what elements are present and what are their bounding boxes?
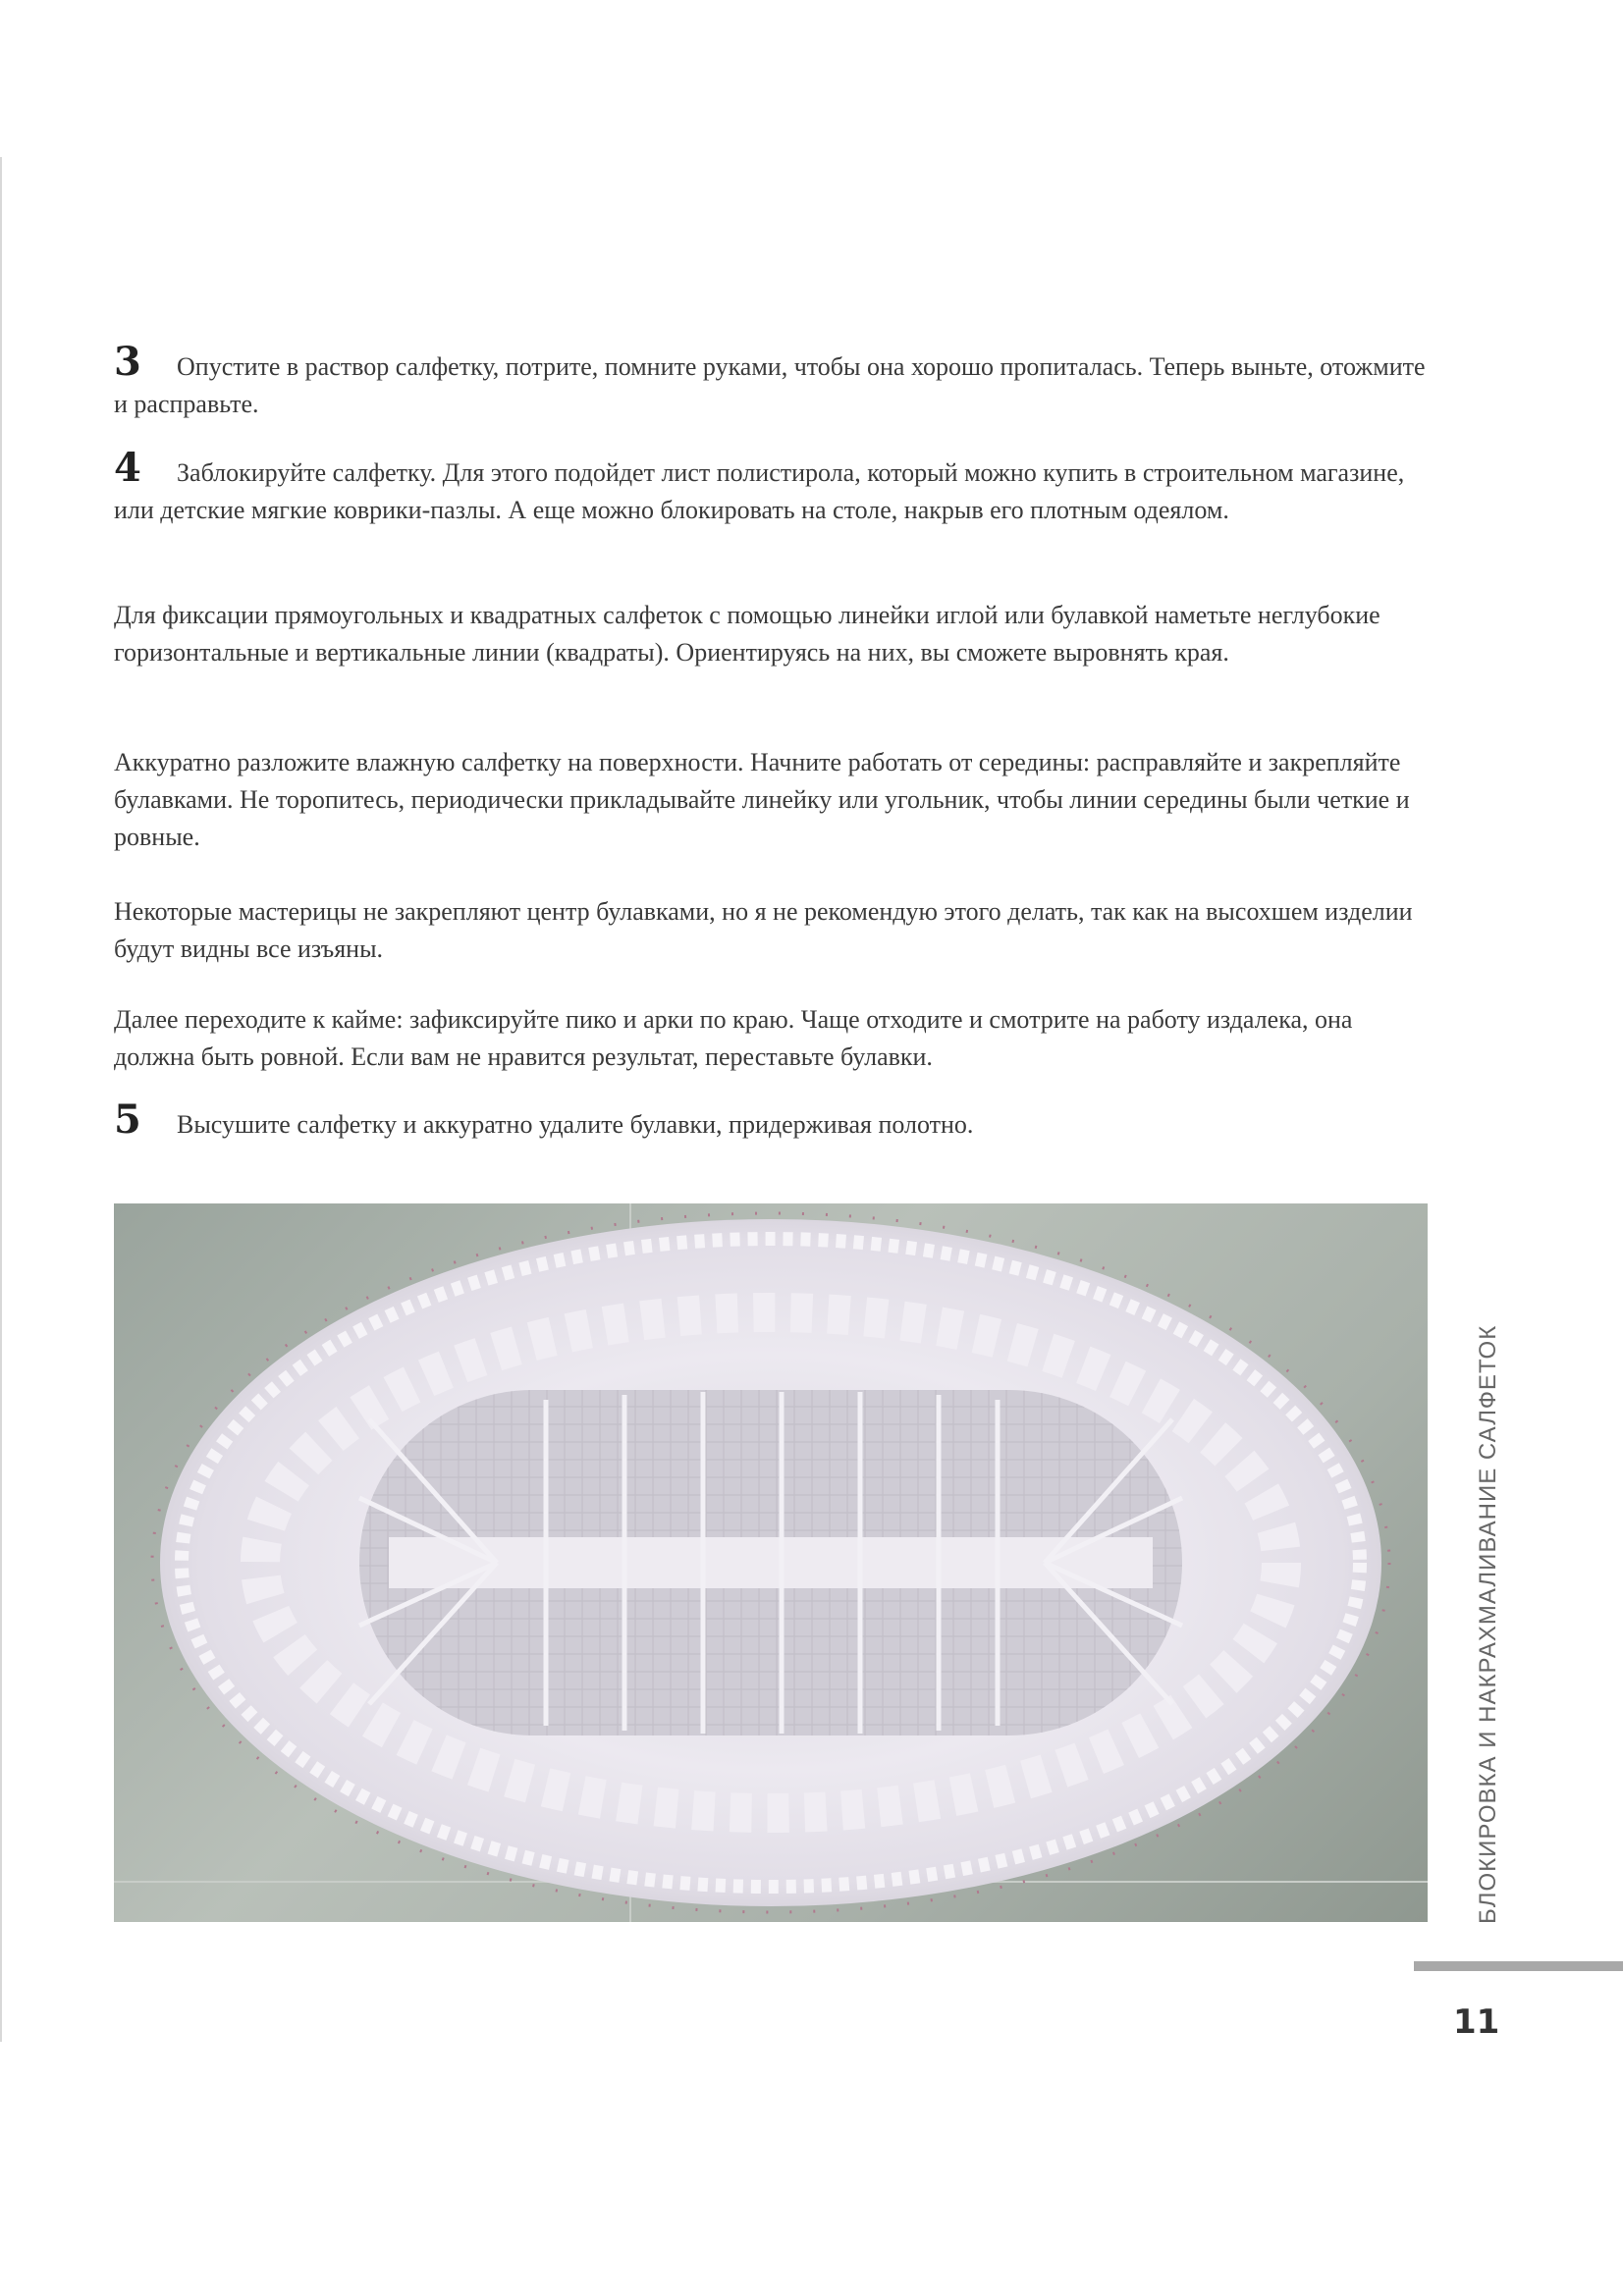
doily-photo [114,1203,1428,1922]
paragraph-text: Далее переходите к кайме: зафиксируйте пико и арки по краю. Чаще отходите и смотрите на работу издалека, она должна быть ровной. Если вам не нравится результат, переставьте булавки. [114,1005,1353,1071]
page-edge-line [0,157,2,2042]
doily-center-strip [389,1537,1153,1588]
paragraph-spread [114,744,1430,856]
step-5 [114,1096,1430,1144]
page-tab-bar [1414,1961,1623,1971]
paragraph-squares [114,597,1430,671]
step-number: 4 [114,445,141,491]
paragraph-text: Для фиксации прямоугольных и квадратных салфеток с помощью линейки иглой или булавкой наметьте неглубокие горизонтальные и вертикальные линии (квадраты). Ориентируясь на них, вы сможете выровнять края. [114,601,1380,667]
paragraph-center [114,893,1430,968]
doily-illustration [114,1203,1428,1922]
page-number: 11 [1453,2002,1500,2042]
section-title-vertical: БЛОКИРОВКА И НАКРАХМАЛИВАНИЕ САЛФЕТОК [1475,1324,1501,1924]
step-text: Опустите в раствор салфетку, потрите, помните руками, чтобы она хорошо пропиталась. Теперь выньте, отожмите и расправьте. [114,352,1426,418]
step-number: 3 [114,339,141,385]
step-number: 5 [114,1096,141,1143]
paragraph-text: Аккуратно разложите влажную салфетку на поверхности. Начните работать от середины: расправляйте и закрепляйте булавками. Не торопитесь, периодически прикладывайте линейку или угольник, чтобы линии середины были четкие и ровные. [114,748,1410,851]
step-text: Высушите салфетку и аккуратно удалите булавки, придерживая полотно. [177,1110,974,1139]
step-text: Заблокируйте салфетку. Для этого подойдет лист полистирола, который можно купить в строительном магазине, или детские мягкие коврики-пазлы. А еще можно блокировать на столе, накрыв его плотным одеялом. [114,458,1405,524]
step-3 [114,339,1430,423]
step-4 [114,445,1430,529]
paragraph-border [114,1001,1430,1076]
paragraph-text: Некоторые мастерицы не закрепляют центр булавками, но я не рекомендую этого делать, так как на высохшем изделии будут видны все изъяны. [114,897,1413,963]
